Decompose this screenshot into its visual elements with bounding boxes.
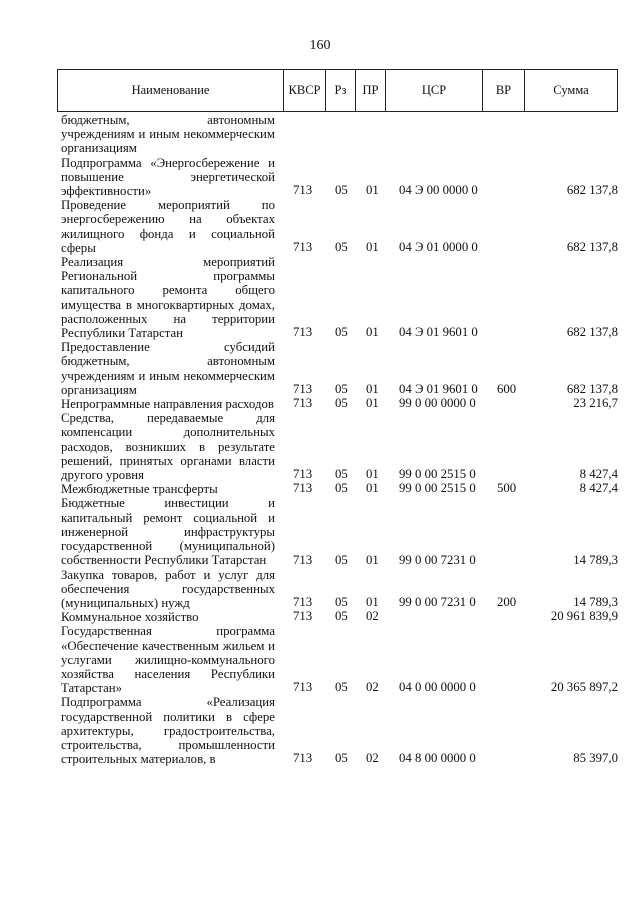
cell-rz: 05 [335,595,348,610]
row-name: Государственная программа «Обеспечение качественным жильем и услугами жилищно-коммунального хозяйства населения Республики Татарстан» [61,624,275,696]
cell-csr: 04 Э 01 9601 0 [399,325,478,340]
row-name: Бюджетные инвестиции и капитальный ремонт социальной и инженерной инфраструктуры государственной (муниципальной) собственности Республики Татарстан [61,496,275,568]
cell-rz: 05 [335,680,348,695]
cell-kvsr: 713 [293,751,313,766]
cell-pr: 01 [366,240,379,255]
cell-sum: 14 789,3 [573,595,618,610]
row-name: Предоставление субсидий бюджетным, автономным учреждениям и иным некоммерческим организациям [61,340,275,397]
cell-pr: 01 [366,595,379,610]
cell-vr: 500 [497,481,517,496]
header-rz: Рз [326,70,356,111]
cell-sum: 20 961 839,9 [550,609,618,624]
cell-csr: 99 0 00 7231 0 [399,552,476,567]
cell-kvsr: 713 [293,325,313,340]
table-row [61,255,618,340]
cell-pr: 01 [366,552,379,567]
table-row [61,610,618,624]
cell-rz: 05 [335,382,348,397]
row-name: Подпрограмма «Энергосбережение и повышение энергетической эффективности» [61,155,275,199]
cell-sum: 23 216,7 [573,396,618,411]
row-cells [61,396,618,411]
cell-sum: 682 137,8 [566,240,618,255]
cell-kvsr: 713 [293,595,313,610]
cell-rz: 05 [335,467,348,482]
cell-rz: 05 [335,240,348,255]
cell-kvsr: 713 [293,609,313,624]
cell-kvsr: 713 [293,183,313,198]
cell-rz: 05 [335,183,348,198]
cell-kvsr: 713 [293,680,313,695]
page-number: 160 [309,38,331,53]
cell-sum: 20 365 897,2 [550,680,618,695]
cell-rz: 05 [335,396,348,411]
cell-pr: 02 [366,751,379,766]
row-cells [61,325,618,340]
header-pr: ПР [356,70,386,111]
row-cells [61,183,618,198]
row-name: Подпрограмма «Реализация государственной политики в сфере архитектуры, градостроительства, строительства, промышленности строительных материалов, в [61,695,275,767]
row-name: Коммунальное хозяйство [61,610,199,625]
table-row [61,411,618,482]
cell-sum: 682 137,8 [566,382,618,397]
header-name: Наименование [58,70,284,111]
cell-vr: 200 [497,595,517,610]
table-row [61,496,618,567]
header-vr: ВР [483,70,525,111]
cell-rz: 05 [335,609,348,624]
header-csr: ЦСР [386,70,483,111]
table-body [61,113,618,766]
row-cells [61,382,618,397]
cell-csr: 99 0 00 0000 0 [399,396,476,411]
row-cells [61,553,618,568]
row-cells [61,240,618,255]
cell-vr: 600 [497,382,517,397]
cell-pr: 02 [366,680,379,695]
cell-sum: 14 789,3 [573,552,618,567]
row-name: бюджетным, автономным учреждениям и иным некоммерческим организациям [61,113,275,156]
cell-pr: 01 [366,325,379,340]
cell-kvsr: 713 [293,552,313,567]
row-name: Непрограммные направления расходов [61,397,274,412]
cell-sum: 8 427,4 [579,481,618,496]
cell-kvsr: 713 [293,467,313,482]
row-cells [61,467,618,482]
row-name: Средства, передаваемые для компенсации дополнительных расходов, возникших в результате решений, принятых органами власти другого уровня [61,411,275,483]
cell-csr: 04 8 00 0000 0 [399,751,476,766]
cell-rz: 05 [335,552,348,567]
row-name: Межбюджетные трансферты [61,482,218,497]
cell-csr: 99 0 00 2515 0 [399,467,476,482]
cell-pr: 01 [366,467,379,482]
cell-kvsr: 713 [293,396,313,411]
cell-kvsr: 713 [293,382,313,397]
table-row [61,568,618,611]
table-row [61,113,618,156]
table-row [61,695,618,766]
row-cells [61,680,618,695]
cell-pr: 01 [366,382,379,397]
table-row [61,624,618,695]
header-kvsr: КВСР [284,70,326,111]
cell-kvsr: 713 [293,240,313,255]
row-cells [61,481,618,496]
header-sum: Сумма [553,83,589,97]
table-row [61,198,618,255]
cell-csr: 04 Э 01 9601 0 [399,382,478,397]
table-header [57,69,618,112]
row-cells [61,141,618,156]
cell-rz: 05 [335,481,348,496]
row-name: Реализация мероприятий Региональной программы капитального ремонта общего имущества в многоквартирных домах, расположенных на территории Республики Татарстан [61,255,275,341]
table-row [61,482,618,496]
row-name: Закупка товаров, работ и услуг для обеспечения государственных (муниципальных) нужд [61,567,275,610]
cell-sum: 682 137,8 [566,325,618,340]
table-row [61,340,618,397]
cell-pr: 01 [366,396,379,411]
cell-csr: 99 0 00 7231 0 [399,595,476,610]
cell-csr: 04 Э 00 0000 0 [399,183,478,198]
cell-csr: 04 0 00 0000 0 [399,680,476,695]
cell-rz: 05 [335,751,348,766]
cell-pr: 01 [366,481,379,496]
cell-pr: 01 [366,183,379,198]
row-name: Проведение мероприятий по энергосбережению на объектах жилищного фонда и социальной сферы [61,198,275,255]
cell-kvsr: 713 [293,481,313,496]
cell-csr: 99 0 00 2515 0 [399,481,476,496]
cell-csr: 04 Э 01 0000 0 [399,240,478,255]
table-row [61,156,618,199]
row-cells [61,751,618,766]
cell-pr: 02 [366,609,379,624]
row-cells [61,609,618,624]
table-row [61,397,618,411]
cell-sum: 8 427,4 [579,467,618,482]
cell-sum: 682 137,8 [566,183,618,198]
row-cells [61,595,618,610]
cell-rz: 05 [335,325,348,340]
cell-sum: 85 397,0 [573,751,618,766]
